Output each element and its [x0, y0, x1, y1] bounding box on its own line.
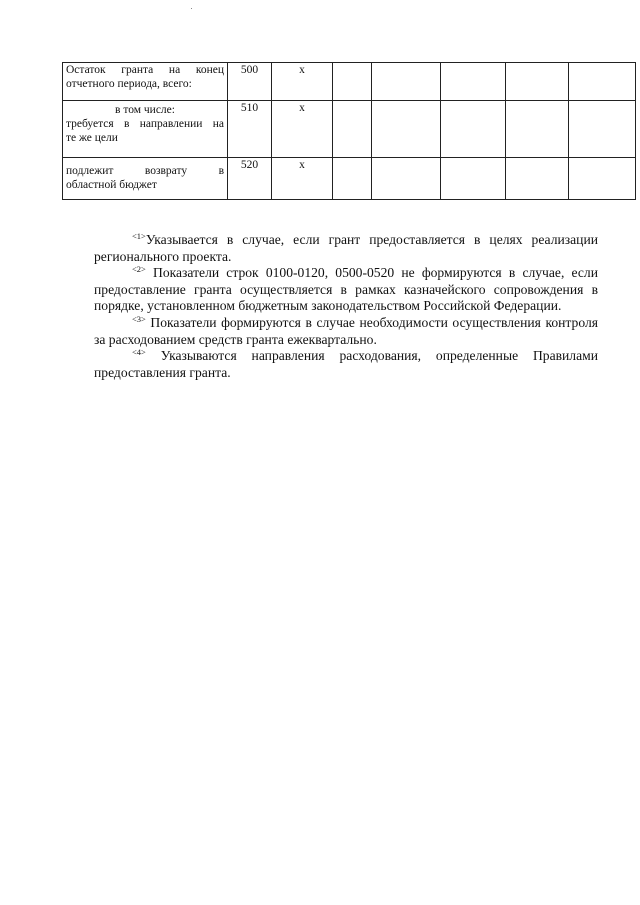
- row-label: [63, 63, 228, 101]
- row-label: [63, 101, 228, 158]
- footnote-marker: <1>: [132, 231, 146, 241]
- footnote-marker: <2>: [132, 264, 146, 275]
- empty-cell: [441, 101, 506, 158]
- empty-cell: [333, 158, 372, 200]
- empty-cell: [506, 101, 569, 158]
- row-code: 500: [228, 63, 272, 101]
- empty-cell: [372, 101, 441, 158]
- empty-cell: [441, 158, 506, 200]
- empty-cell: [333, 63, 372, 101]
- row-label: [63, 158, 228, 200]
- row-label-line: те же цели: [66, 132, 118, 144]
- row-label-line: требуется в направлении на: [66, 118, 224, 130]
- empty-cell: [333, 101, 372, 158]
- row-code: 510: [228, 101, 272, 158]
- table-row-510: [63, 101, 636, 158]
- row-x-mark: x: [272, 63, 333, 101]
- row-x-mark: x: [272, 158, 333, 200]
- row-label-line: подлежит возврату в: [66, 165, 224, 177]
- row-label-line: Остаток гранта на конец: [66, 64, 224, 76]
- empty-cell: [569, 158, 636, 200]
- footnote-marker: <3>: [132, 313, 146, 324]
- footnote-2: [94, 265, 598, 315]
- row-x-mark: x: [272, 101, 333, 158]
- footnote-4: [94, 348, 598, 381]
- footnote-text: Указывается в случае, если грант предоставляется в целях реализации регионального проекта.: [94, 232, 598, 264]
- footnote-text: Показатели формируются в случае необходимости осуществления контроля за расходованием средств гранта ежеквартально.: [94, 314, 598, 347]
- footnotes: [94, 232, 598, 381]
- footnote-1: [94, 232, 598, 265]
- row-code: 520: [228, 158, 272, 200]
- footnote-text: Указываются направления расходования, определенные Правилами предоставления гранта.: [94, 348, 598, 380]
- empty-cell: [506, 63, 569, 101]
- empty-cell: [441, 63, 506, 101]
- row-label-line: в том числе:: [115, 104, 175, 116]
- scan-speck: [191, 8, 192, 9]
- empty-cell: [569, 63, 636, 101]
- footnote-text: Показатели строк 0100-0120, 0500-0520 не формируются в случае, если предоставление гранта осуществляется в рамках казначейского сопровождения в порядке, установленном бюджетным законодательством Российской Федерации.: [94, 265, 598, 314]
- empty-cell: [569, 101, 636, 158]
- row-label-line: отчетного периода, всего:: [66, 78, 192, 90]
- empty-cell: [506, 158, 569, 200]
- table-row-520: [63, 158, 636, 200]
- empty-cell: [372, 158, 441, 200]
- table-row-500: [63, 63, 636, 101]
- grant-balance-table: [62, 62, 636, 200]
- row-label-line: областной бюджет: [66, 179, 157, 191]
- empty-cell: [372, 63, 441, 101]
- footnote-3: [94, 315, 598, 348]
- footnote-marker: <4>: [132, 347, 146, 358]
